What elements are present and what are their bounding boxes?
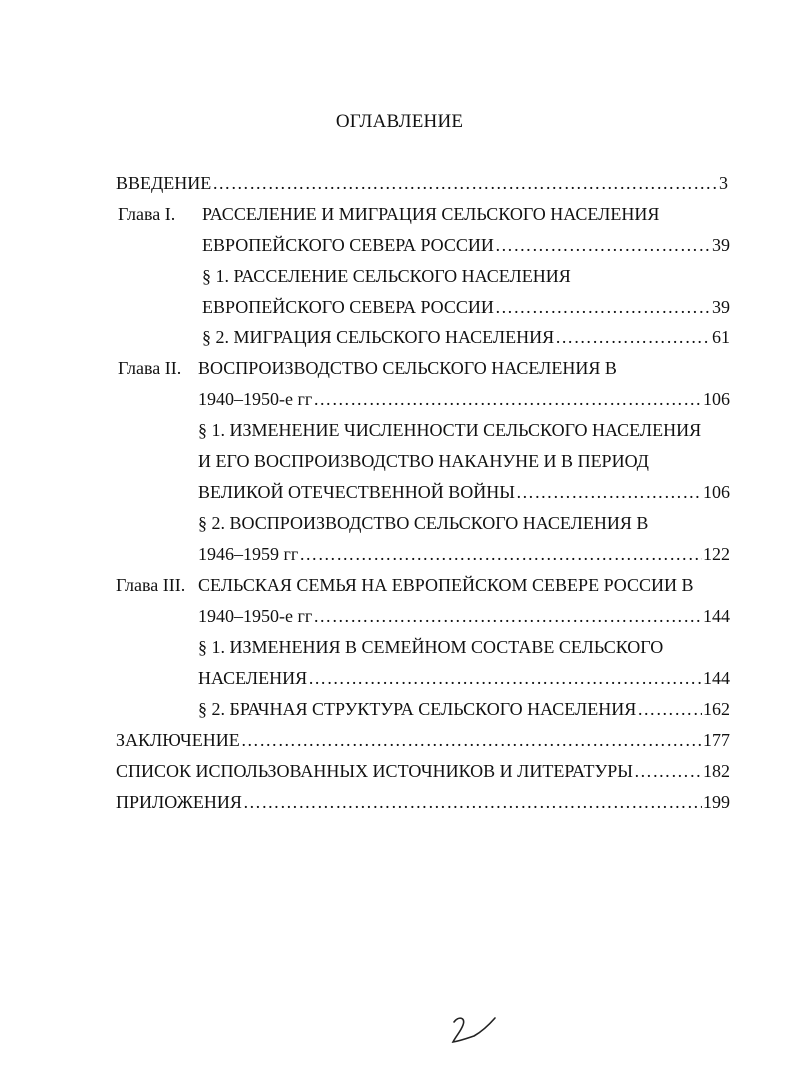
chapter-3-section-2[interactable] bbox=[198, 696, 730, 722]
toc-entry-text: ПРИЛОЖЕНИЯ bbox=[116, 792, 242, 812]
toc-page-number: 3 bbox=[719, 173, 728, 193]
toc-entry-text: § 1. ИЗМЕНЕНИЯ В СЕМЕЙНОМ СОСТАВЕ СЕЛЬСКОГО bbox=[198, 637, 664, 657]
leader-dots bbox=[637, 696, 702, 722]
chapter-1-section-1[interactable] bbox=[202, 263, 571, 289]
toc-entry-text: 1940–1950-е гг bbox=[198, 389, 313, 409]
chapter-1-section-2[interactable] bbox=[202, 324, 730, 350]
leader-dots bbox=[299, 541, 702, 567]
chapter-2-title[interactable] bbox=[198, 355, 617, 381]
leader-dots bbox=[212, 170, 718, 196]
chapter-2-section-1-cont[interactable] bbox=[198, 448, 649, 474]
chapter-3-title[interactable] bbox=[198, 572, 694, 598]
chapter-2-section-2-cont[interactable] bbox=[198, 541, 730, 567]
toc-entry-text: СЕЛЬСКАЯ СЕМЬЯ НА ЕВРОПЕЙСКОМ СЕВЕРЕ РОССИИ В bbox=[198, 575, 694, 595]
chapter-2-section-1-cont2[interactable] bbox=[198, 479, 730, 505]
toc-entry-text: § 2. МИГРАЦИЯ СЕЛЬСКОГО НАСЕЛЕНИЯ bbox=[202, 327, 555, 347]
toc-page-number: 199 bbox=[703, 792, 730, 812]
toc-entry-text: ЕВРОПЕЙСКОГО СЕВЕРА РОССИИ bbox=[202, 235, 494, 255]
toc-entry-intro[interactable] bbox=[116, 170, 728, 196]
chapter-1-title[interactable] bbox=[202, 201, 659, 227]
leader-dots bbox=[555, 324, 711, 350]
leader-dots bbox=[495, 232, 711, 258]
toc-entry-conclusion[interactable] bbox=[116, 727, 730, 753]
toc-entry-sources[interactable] bbox=[116, 758, 730, 784]
chapter-3-label: Глава III. bbox=[116, 575, 186, 595]
toc-page-number: 144 bbox=[703, 606, 730, 626]
leader-dots bbox=[516, 479, 702, 505]
leader-dots bbox=[495, 294, 711, 320]
chapter-2-title-cont[interactable] bbox=[198, 386, 730, 412]
toc-page-number: 144 bbox=[703, 668, 730, 688]
leader-dots bbox=[313, 386, 702, 412]
leader-dots bbox=[634, 758, 702, 784]
toc-entry-text: § 2. БРАЧНАЯ СТРУКТУРА СЕЛЬСКОГО НАСЕЛЕНИЯ bbox=[198, 699, 637, 719]
toc-entry-text: ВЕЛИКОЙ ОТЕЧЕСТВЕННОЙ ВОЙНЫ bbox=[198, 482, 515, 502]
toc-entry-text: § 2. ВОСПРОИЗВОДСТВО СЕЛЬСКОГО НАСЕЛЕНИЯ В bbox=[198, 513, 649, 533]
toc-page-number: 162 bbox=[703, 699, 730, 719]
toc-page-number: 122 bbox=[703, 544, 730, 564]
toc-page-number: 106 bbox=[703, 389, 730, 409]
toc-heading: ОГЛАВЛЕНИЕ bbox=[335, 111, 464, 132]
leader-dots bbox=[313, 603, 702, 629]
chapter-1-section-1-cont[interactable] bbox=[202, 294, 730, 320]
chapter-2-section-2[interactable] bbox=[198, 510, 648, 536]
toc-entry-text: РАССЕЛЕНИЕ И МИГРАЦИЯ СЕЛЬСКОГО НАСЕЛЕНИЯ bbox=[202, 204, 660, 224]
toc-entry-text: И ЕГО ВОСПРОИЗВОДСТВО НАКАНУНЕ И В ПЕРИОД bbox=[198, 451, 649, 471]
toc-entry-appendix[interactable] bbox=[116, 789, 730, 815]
toc-page-number: 39 bbox=[712, 297, 730, 317]
toc-entry-text: НАСЕЛЕНИЯ bbox=[198, 668, 308, 688]
toc-entry-text: ЗАКЛЮЧЕНИЕ bbox=[116, 730, 240, 750]
toc-entry-text: ВВЕДЕНИЕ bbox=[116, 173, 212, 193]
chapter-3-section-1-cont[interactable] bbox=[198, 665, 730, 691]
chapter-3-section-1[interactable] bbox=[198, 634, 663, 660]
toc-entry-text: 1940–1950-е гг bbox=[198, 606, 313, 626]
chapter-1-title-cont[interactable] bbox=[202, 232, 730, 258]
chapter-2-label: Глава II. bbox=[118, 358, 182, 378]
toc-entry-text: § 1. РАССЕЛЕНИЕ СЕЛЬСКОГО НАСЕЛЕНИЯ bbox=[202, 266, 571, 286]
toc-page-number: 61 bbox=[712, 327, 730, 347]
toc-page-number: 182 bbox=[703, 761, 730, 781]
toc-entry-text: § 1. ИЗМЕНЕНИЕ ЧИСЛЕННОСТИ СЕЛЬСКОГО НАСЕЛЕНИЯ bbox=[198, 420, 702, 440]
chapter-2-section-1[interactable] bbox=[198, 417, 701, 443]
leader-dots bbox=[243, 789, 702, 815]
leader-dots bbox=[308, 665, 702, 691]
toc-entry-text: 1946–1959 гг bbox=[198, 544, 299, 564]
chapter-1-label: Глава I. bbox=[118, 204, 176, 224]
leader-dots bbox=[241, 727, 702, 753]
toc-page-number: 177 bbox=[703, 730, 730, 750]
toc-entry-text: ЕВРОПЕЙСКОГО СЕВЕРА РОССИИ bbox=[202, 297, 494, 317]
toc-page-number: 39 bbox=[712, 235, 730, 255]
toc-entry-text: СПИСОК ИСПОЛЬЗОВАННЫХ ИСТОЧНИКОВ И ЛИТЕРАТУРЫ bbox=[116, 761, 633, 781]
toc-page-number: 106 bbox=[703, 482, 730, 502]
handwritten-page-mark bbox=[448, 1012, 498, 1053]
toc-entry-text: ВОСПРОИЗВОДСТВО СЕЛЬСКОГО НАСЕЛЕНИЯ В bbox=[198, 358, 617, 378]
chapter-3-title-cont[interactable] bbox=[198, 603, 730, 629]
